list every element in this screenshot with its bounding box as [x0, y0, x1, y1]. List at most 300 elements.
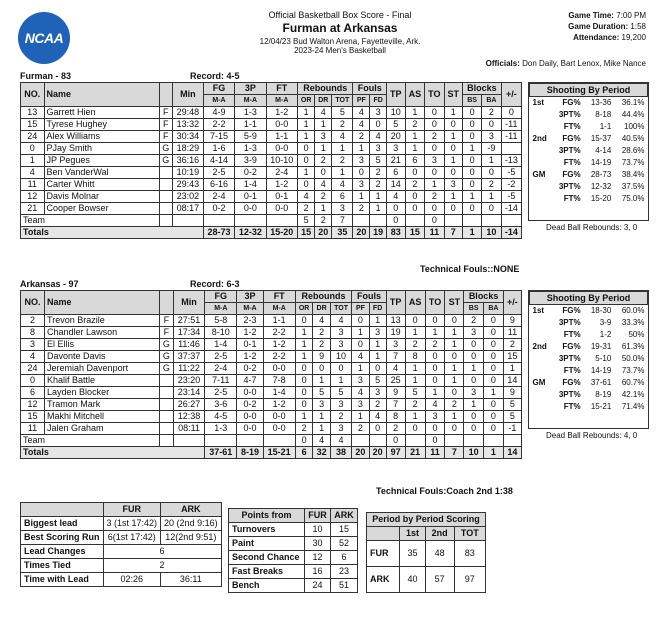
summary-value: 6(1st 17:42) [103, 531, 161, 545]
season-line: 2023-24 Men's Basketball [294, 46, 386, 55]
player-cell: G [160, 351, 174, 363]
player-cell: 1 [21, 155, 45, 167]
player-cell: 2 [369, 399, 386, 411]
player-row [21, 119, 522, 131]
stat-label: FT% [563, 366, 581, 375]
player-cell: Cooper Bowser [44, 203, 159, 215]
team-title-arkansas: Arkansas - 97 [20, 279, 79, 289]
player-cell: 1 [444, 191, 462, 203]
player-cell: 0 [444, 143, 462, 155]
player-cell: 4 [332, 179, 353, 191]
shooting-row [530, 401, 648, 413]
totals-cell: 11 [425, 227, 444, 239]
col-dr: DR [315, 95, 332, 107]
player-cell: 2 [405, 399, 425, 411]
shooting-row [530, 97, 648, 110]
player-cell: 7-8 [263, 375, 295, 387]
period-scoring-cell: 35 [400, 541, 425, 567]
player-cell: 4 [313, 315, 330, 327]
player-row [21, 155, 522, 167]
totals-cell: 35 [332, 227, 353, 239]
player-cell: 1 [405, 375, 425, 387]
team-cell: 0 [386, 435, 405, 447]
stat-label: FG% [562, 306, 581, 315]
player-cell: -1 [503, 423, 521, 435]
player-cell: 0 [464, 351, 484, 363]
player-cell: 10 [330, 351, 352, 363]
player-cell: 0-0 [263, 423, 295, 435]
player-cell: 2 [425, 339, 445, 351]
period-scoring-header: TOT [454, 527, 485, 541]
player-cell [160, 411, 174, 423]
team-cell: 7 [332, 215, 353, 227]
period-label [530, 401, 552, 413]
player-cell: 2 [482, 179, 502, 191]
player-cell: -5 [501, 167, 521, 179]
player-row [21, 387, 522, 399]
player-cell: -11 [501, 119, 521, 131]
player-cell: 0 [463, 107, 482, 119]
player-cell: 5-8 [205, 315, 237, 327]
duration-label: Game Duration: [568, 22, 629, 31]
col-min: Min [172, 83, 203, 107]
player-cell: 1 [352, 363, 369, 375]
player-cell: 0 [369, 363, 386, 375]
col-pf: PF [352, 303, 369, 315]
game-time-label: Game Time: [568, 11, 614, 20]
col-dr: DR [313, 303, 330, 315]
player-cell: 0 [484, 351, 504, 363]
player-cell: 5 [370, 155, 387, 167]
player-cell: 0 [482, 203, 502, 215]
points-from-value: 24 [304, 579, 330, 593]
dead-ball-furman: Dead Ball Rebounds: 3, 0 [546, 223, 638, 232]
player-cell: 2 [332, 119, 353, 131]
stat-pct: 50% [628, 330, 645, 339]
points-from-value: 15 [330, 523, 357, 537]
stat-made-att: 14-19 [590, 158, 612, 167]
player-cell: 3 [386, 339, 405, 351]
player-cell: 4-9 [203, 107, 234, 119]
col-plusminus: +/- [503, 291, 521, 315]
player-cell: 0 [484, 375, 504, 387]
player-cell: 1 [445, 363, 464, 375]
player-cell: 0 [463, 167, 482, 179]
col-ft: FT [266, 83, 297, 95]
player-cell: 0 [482, 119, 502, 131]
shooting-row [530, 169, 648, 181]
player-cell: Jalen Graham [45, 423, 160, 435]
player-cell: 2-5 [203, 167, 234, 179]
col-to: TO [425, 83, 444, 107]
period-label [530, 317, 552, 329]
player-cell: 1 [352, 327, 369, 339]
player-cell: 1-1 [263, 315, 295, 327]
col-ft-ma: M-A [263, 303, 295, 315]
player-cell: 3 [353, 179, 370, 191]
player-cell: 0 [405, 203, 425, 215]
player-cell: 1 [295, 327, 313, 339]
totals-label: Totals [21, 447, 205, 459]
stat-pct: 73.7% [621, 366, 645, 375]
player-cell: 23:02 [172, 191, 203, 203]
summary-value: 2 [103, 559, 221, 573]
player-cell: 4 [387, 191, 405, 203]
player-cell: 0 [353, 167, 370, 179]
officials-label: Officials: [485, 59, 520, 68]
player-cell: 23:20 [173, 375, 205, 387]
player-cell: 2 [353, 203, 370, 215]
shooting-row [530, 193, 648, 205]
col-blocks: Blocks [463, 83, 502, 95]
period-label: GM [532, 170, 546, 179]
player-cell: 3 [482, 131, 502, 143]
team-row [21, 215, 522, 227]
period-label [530, 353, 552, 365]
period-label: 2nd [532, 134, 547, 143]
player-cell: 1 [330, 375, 352, 387]
col-bs: BS [464, 303, 484, 315]
player-cell: 1-2 [263, 399, 295, 411]
player-cell: 0 [295, 375, 313, 387]
player-cell: 4 [21, 167, 45, 179]
stat-label: 3PT% [558, 354, 581, 363]
player-cell: 2 [425, 191, 444, 203]
col-tp: TP [387, 83, 405, 107]
totals-row [21, 227, 522, 239]
player-cell: 6 [405, 155, 425, 167]
player-cell: 2 [313, 339, 330, 351]
player-cell: 29:48 [172, 107, 203, 119]
player-cell: 1 [313, 375, 330, 387]
player-cell: 1 [297, 119, 314, 131]
player-cell: 1 [463, 191, 482, 203]
stat-made-att: 1-1 [599, 122, 612, 131]
player-cell: 2 [297, 203, 314, 215]
team-row [21, 435, 522, 447]
player-cell: 0 [484, 363, 504, 375]
shooting-title: Shooting By Period [530, 292, 648, 305]
player-cell: 0 [445, 423, 464, 435]
player-cell: 5 [330, 387, 352, 399]
player-cell: 0 [295, 387, 313, 399]
player-cell [159, 167, 172, 179]
player-cell: 2-5 [205, 387, 237, 399]
shooting-row [530, 317, 648, 329]
totals-cell: 1 [484, 447, 504, 459]
player-cell: 0 [482, 167, 502, 179]
player-cell: 0 [464, 423, 484, 435]
officials [486, 59, 646, 68]
stat-pct: 60.0% [621, 306, 645, 315]
stat-pct: 40.5% [621, 134, 645, 143]
player-cell: 2 [405, 339, 425, 351]
player-cell: 2 [445, 399, 464, 411]
record-furman: Record: 4-5 [190, 71, 240, 81]
period-scoring-cell: 40 [400, 567, 425, 593]
player-cell: 1 [370, 191, 387, 203]
player-cell: 1 [295, 411, 313, 423]
period-scoring-cell: FUR [367, 541, 400, 567]
player-cell: 3 [21, 339, 45, 351]
player-cell: 2 [405, 179, 425, 191]
totals-cell: 38 [330, 447, 352, 459]
officials-names: Don Daily, Bart Lenox, Mike Nance [522, 59, 646, 68]
player-cell: 0 [463, 119, 482, 131]
col-3p-ma: M-A [237, 303, 263, 315]
player-cell: 0 [464, 411, 484, 423]
game-duration: 1:58 [630, 22, 646, 31]
player-cell: 4 [297, 191, 314, 203]
points-from-label: Fast Breaks [229, 565, 305, 579]
player-cell: G [159, 155, 172, 167]
col-rebounds: Rebounds [297, 83, 352, 95]
player-cell: 1 [484, 387, 504, 399]
col-fg: FG [205, 291, 237, 303]
player-cell: 1-4 [205, 339, 237, 351]
col-fd: FD [369, 303, 386, 315]
player-cell: 0 [297, 155, 314, 167]
team-cell: 0 [295, 435, 313, 447]
game-summary-table [20, 502, 222, 587]
player-cell: 0 [405, 167, 425, 179]
stat-pct: 60.7% [621, 378, 645, 387]
summary-label: Best Scoring Run [21, 531, 104, 545]
totals-cell: -14 [501, 227, 521, 239]
player-cell: 1 [425, 179, 444, 191]
player-cell: Garrett Hien [44, 107, 159, 119]
player-cell: 1 [315, 203, 332, 215]
summary-row [21, 545, 222, 559]
player-cell: 9 [386, 387, 405, 399]
period-scoring-table [366, 512, 486, 593]
player-cell: 0 [425, 143, 444, 155]
player-cell: 8 [386, 411, 405, 423]
summary-header: FUR [103, 503, 161, 517]
player-cell: 2 [352, 423, 369, 435]
player-cell: 0 [484, 339, 504, 351]
player-cell: 18:29 [172, 143, 203, 155]
player-cell: 3 [330, 327, 352, 339]
summary-value: 3 (1st 17:42) [103, 517, 161, 531]
period-scoring-cell: 57 [425, 567, 454, 593]
stat-pct: 42.1% [621, 390, 645, 399]
player-cell: 2 [315, 155, 332, 167]
player-cell: 2 [503, 339, 521, 351]
player-cell: 3 [464, 327, 484, 339]
totals-cell: 20 [369, 447, 386, 459]
stat-made-att: 12-32 [590, 182, 612, 191]
player-cell: 3 [444, 179, 462, 191]
col-3p-ma: M-A [235, 95, 266, 107]
player-cell: 0 [370, 119, 387, 131]
player-cell: 0 [425, 119, 444, 131]
player-cell: 7-15 [203, 131, 234, 143]
player-cell: 0 [369, 423, 386, 435]
player-cell: PJay Smith [44, 143, 159, 155]
player-cell: 0 [463, 131, 482, 143]
player-cell: 10:19 [172, 167, 203, 179]
totals-cell: 21 [405, 447, 425, 459]
player-cell: 2-4 [266, 167, 297, 179]
player-cell: 0 [444, 167, 462, 179]
player-cell: 1 [482, 191, 502, 203]
summary-row [21, 517, 222, 531]
player-cell: 17:34 [173, 327, 205, 339]
player-cell: 0 [444, 203, 462, 215]
player-cell: 13 [21, 107, 45, 119]
col-fg: FG [203, 83, 234, 95]
player-cell: 1 [315, 119, 332, 131]
stat-made-att: 1-2 [599, 330, 612, 339]
col-or: OR [297, 95, 314, 107]
totals-cell: 14 [503, 447, 521, 459]
player-cell: 2 [425, 131, 444, 143]
stat-made-att: 15-21 [590, 402, 612, 411]
player-cell: 1 [482, 155, 502, 167]
col-to: TO [425, 291, 445, 315]
player-cell: Khalif Battle [45, 375, 160, 387]
points-from-row [229, 551, 358, 565]
player-cell: 0 [445, 351, 464, 363]
player-cell: 0 [425, 167, 444, 179]
player-cell: 1-3 [205, 423, 237, 435]
points-from-value: 30 [304, 537, 330, 551]
player-cell: 1 [313, 423, 330, 435]
player-cell: 4 [353, 107, 370, 119]
player-cell: 2 [370, 179, 387, 191]
player-cell: 3 [330, 399, 352, 411]
player-cell: 8-10 [205, 327, 237, 339]
player-cell: -14 [501, 203, 521, 215]
points-from-value: 10 [304, 523, 330, 537]
player-cell: 0-2 [235, 167, 266, 179]
period-scoring-cell: ARK [367, 567, 400, 593]
player-cell: 0 [484, 315, 504, 327]
player-cell: 27:51 [173, 315, 205, 327]
col-fg-ma: M-A [205, 303, 237, 315]
player-cell [160, 375, 174, 387]
player-cell: F [159, 107, 172, 119]
summary-value: 02:26 [103, 573, 161, 587]
player-cell: 1-2 [237, 351, 263, 363]
player-cell: 0 [295, 315, 313, 327]
col-fouls: Fouls [353, 83, 387, 95]
stat-pct: 44.4% [621, 110, 645, 119]
col-no: NO. [21, 83, 45, 107]
player-cell: 4 [352, 387, 369, 399]
player-cell: 2 [464, 315, 484, 327]
player-cell: 3 [313, 399, 330, 411]
player-cell: 1 [352, 411, 369, 423]
player-cell: 1-2 [266, 107, 297, 119]
player-cell: 08:17 [172, 203, 203, 215]
points-from-row [229, 565, 358, 579]
player-cell: 1 [445, 375, 464, 387]
player-cell: 1 [445, 411, 464, 423]
player-cell: 26:27 [173, 399, 205, 411]
col-ft-ma: M-A [266, 95, 297, 107]
player-cell: 30:34 [172, 131, 203, 143]
period-scoring-cell: 97 [454, 567, 485, 593]
points-from-label: Bench [229, 579, 305, 593]
player-cell: 12 [21, 399, 45, 411]
player-cell: Trevon Brazile [45, 315, 160, 327]
player-cell: 6 [387, 167, 405, 179]
player-cell: -5 [501, 191, 521, 203]
player-cell: 0 [425, 351, 445, 363]
stat-label: FT% [563, 122, 581, 131]
shooting-row [530, 353, 648, 365]
player-cell: 2 [482, 107, 502, 119]
period-label: GM [532, 378, 546, 387]
period-scoring-cell: 83 [454, 541, 485, 567]
stat-pct: 37.5% [621, 182, 645, 191]
player-cell: 8 [21, 327, 45, 339]
player-cell: 0 [445, 315, 464, 327]
period-label: 1st [532, 98, 545, 107]
period-scoring-title: Period by Period Scoring [367, 513, 486, 527]
player-cell: 10-10 [266, 155, 297, 167]
player-cell: 0-0 [266, 203, 297, 215]
team-label: Team [21, 215, 160, 227]
player-cell: JP Pegues [44, 155, 159, 167]
player-row [21, 327, 522, 339]
col-name: Name [44, 83, 159, 107]
player-cell: 4 [369, 411, 386, 423]
team-cell: 0 [387, 215, 405, 227]
player-row [21, 399, 522, 411]
team-title-furman: Furman - 83 [20, 71, 72, 81]
player-cell: 29:43 [172, 179, 203, 191]
player-cell: 1 [464, 363, 484, 375]
player-cell: 3 [425, 411, 445, 423]
shooting-title: Shooting By Period [530, 84, 648, 97]
player-cell: 3 [353, 155, 370, 167]
stat-made-att: 28-73 [590, 170, 612, 179]
player-cell: 1 [463, 143, 482, 155]
period-label: 2nd [532, 342, 547, 351]
player-cell: 08:11 [173, 423, 205, 435]
stat-label: FT% [563, 330, 581, 339]
col-pf: PF [353, 95, 370, 107]
player-cell: 0 [315, 167, 332, 179]
player-cell: 3 [332, 203, 353, 215]
doc-title: Official Basketball Box Score - Final [268, 10, 412, 20]
player-cell: 20 [387, 131, 405, 143]
points-from-label: Second Chance [229, 551, 305, 565]
player-cell [160, 399, 174, 411]
col-min: Min [173, 291, 205, 315]
totals-cell: 1 [463, 227, 482, 239]
period-label [530, 389, 552, 401]
player-cell [159, 179, 172, 191]
col-pos [159, 83, 172, 107]
summary-value: 20 (2nd 9:16) [161, 517, 222, 531]
player-cell: 3 [330, 339, 352, 351]
player-cell: 5 [503, 399, 521, 411]
stat-label: 3PT% [558, 110, 581, 119]
player-cell: 3 [387, 143, 405, 155]
stat-pct: 50.0% [621, 354, 645, 363]
player-cell: 7-11 [205, 375, 237, 387]
player-cell: 0-0 [237, 387, 263, 399]
col-as: AS [405, 83, 425, 107]
player-cell: 3 [369, 327, 386, 339]
player-cell: 12 [21, 191, 45, 203]
period-label [530, 157, 552, 169]
stat-pct: 38.4% [621, 170, 645, 179]
